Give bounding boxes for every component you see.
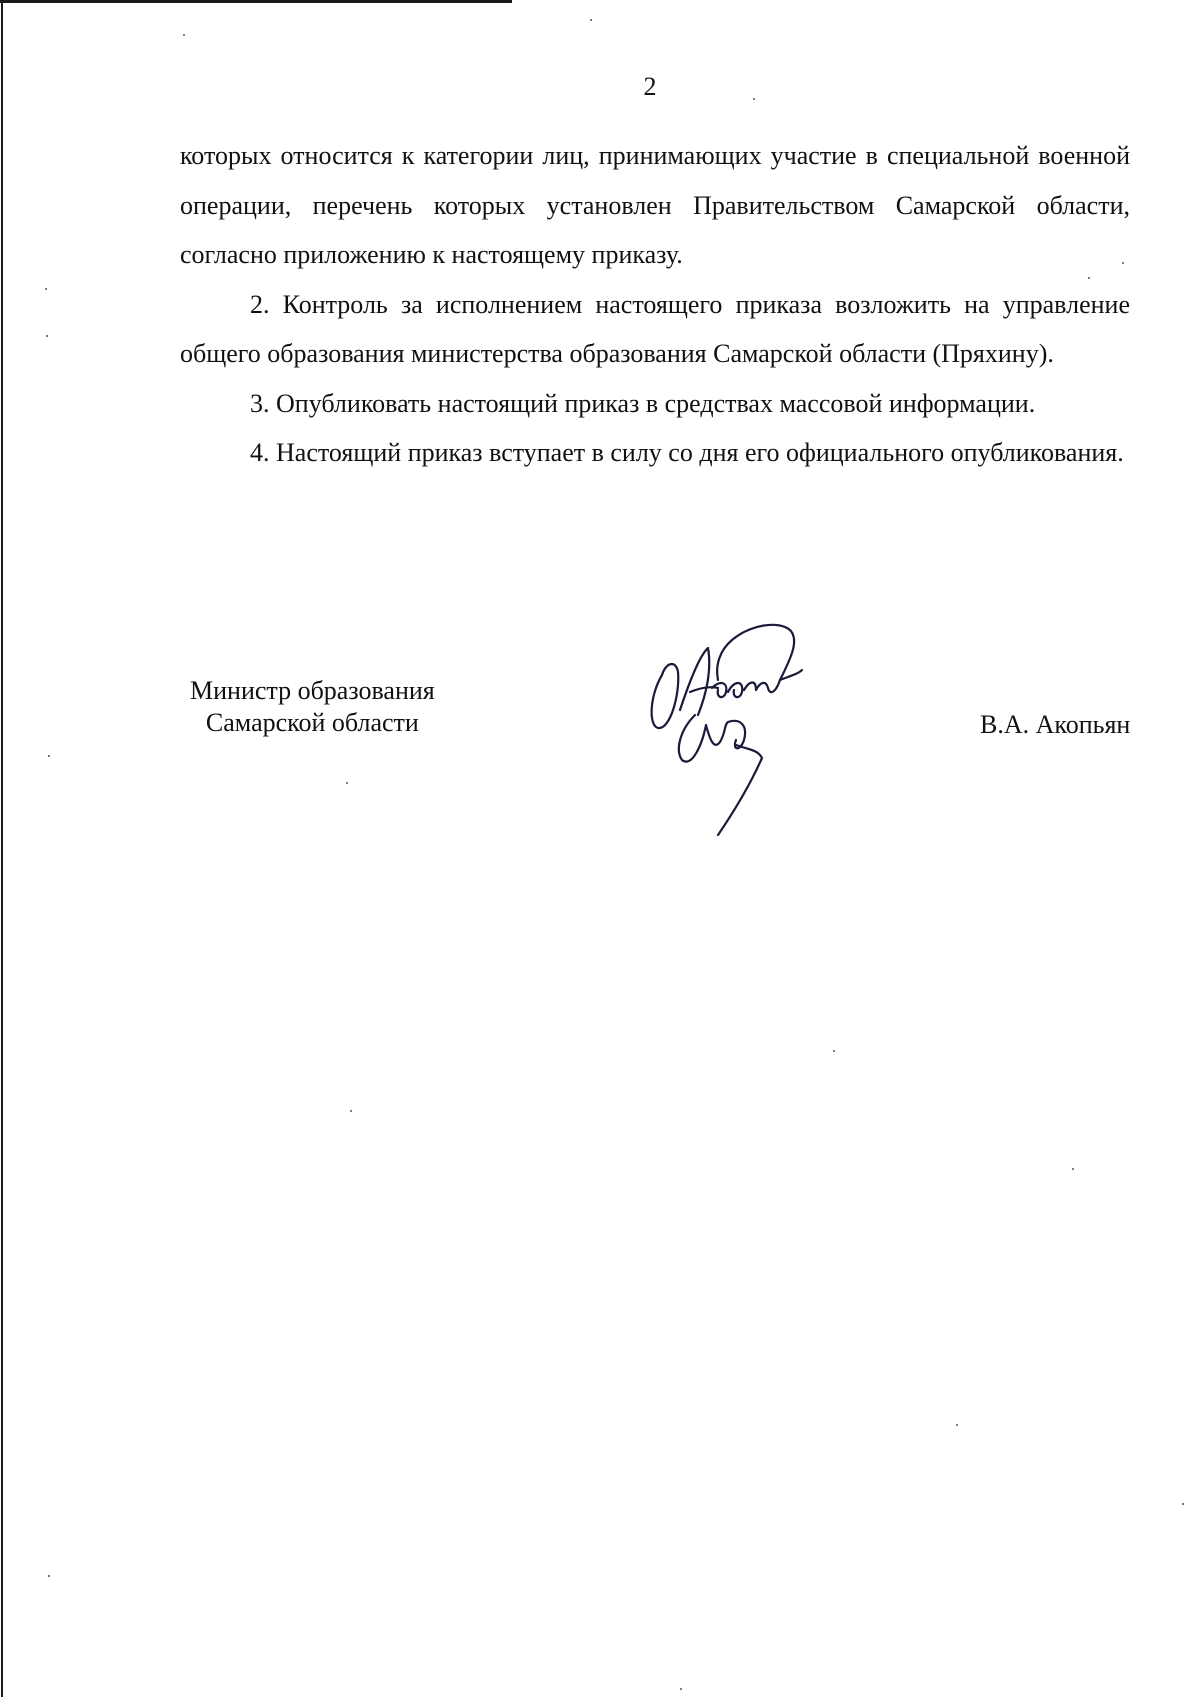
scan-speck xyxy=(48,755,50,757)
scan-edge-left xyxy=(1,0,3,1697)
document-body xyxy=(180,131,1130,478)
scan-speck xyxy=(680,1688,682,1690)
signer-name: В.А. Акопьян xyxy=(980,710,1131,739)
paragraph-continuation: которых относится к категории лиц, принимающих участие в специальной военной операции, перечень которых установлен Правительством Самарской области, согласно приложению к настоящему приказу. xyxy=(180,141,1130,269)
handwritten-signature xyxy=(640,600,840,840)
scan-speck xyxy=(46,335,48,337)
scan-speck xyxy=(1122,262,1124,264)
scan-speck xyxy=(833,1050,835,1052)
paragraph-item-2: 2. Контроль за исполнением настоящего приказа возложить на управление общего образования министерства образования Самарской области (Пряхину). xyxy=(180,289,1130,368)
paragraph-item-3: 3. Опубликовать настоящий приказ в средствах массовой информации. xyxy=(250,388,1036,418)
scan-speck xyxy=(45,288,47,290)
scan-speck xyxy=(753,98,755,100)
scan-speck xyxy=(1072,1168,1074,1170)
scan-speck xyxy=(956,1424,958,1426)
scan-speck xyxy=(183,34,185,36)
signer-position-line2: Самарской области xyxy=(205,708,419,737)
signer-position xyxy=(190,675,435,739)
scan-speck xyxy=(1182,1503,1184,1505)
scan-speck xyxy=(1088,277,1090,279)
scan-speck xyxy=(346,782,348,784)
page-number: 2 xyxy=(643,72,657,101)
scan-speck xyxy=(590,19,592,21)
scan-speck xyxy=(48,1575,50,1577)
paragraph-item-4: 4. Настоящий приказ вступает в силу со дня его официального опубликования. xyxy=(250,438,1124,467)
signer-position-line1: Министр образования xyxy=(190,676,435,705)
scan-edge-top xyxy=(0,0,512,3)
scan-speck xyxy=(350,1110,352,1112)
